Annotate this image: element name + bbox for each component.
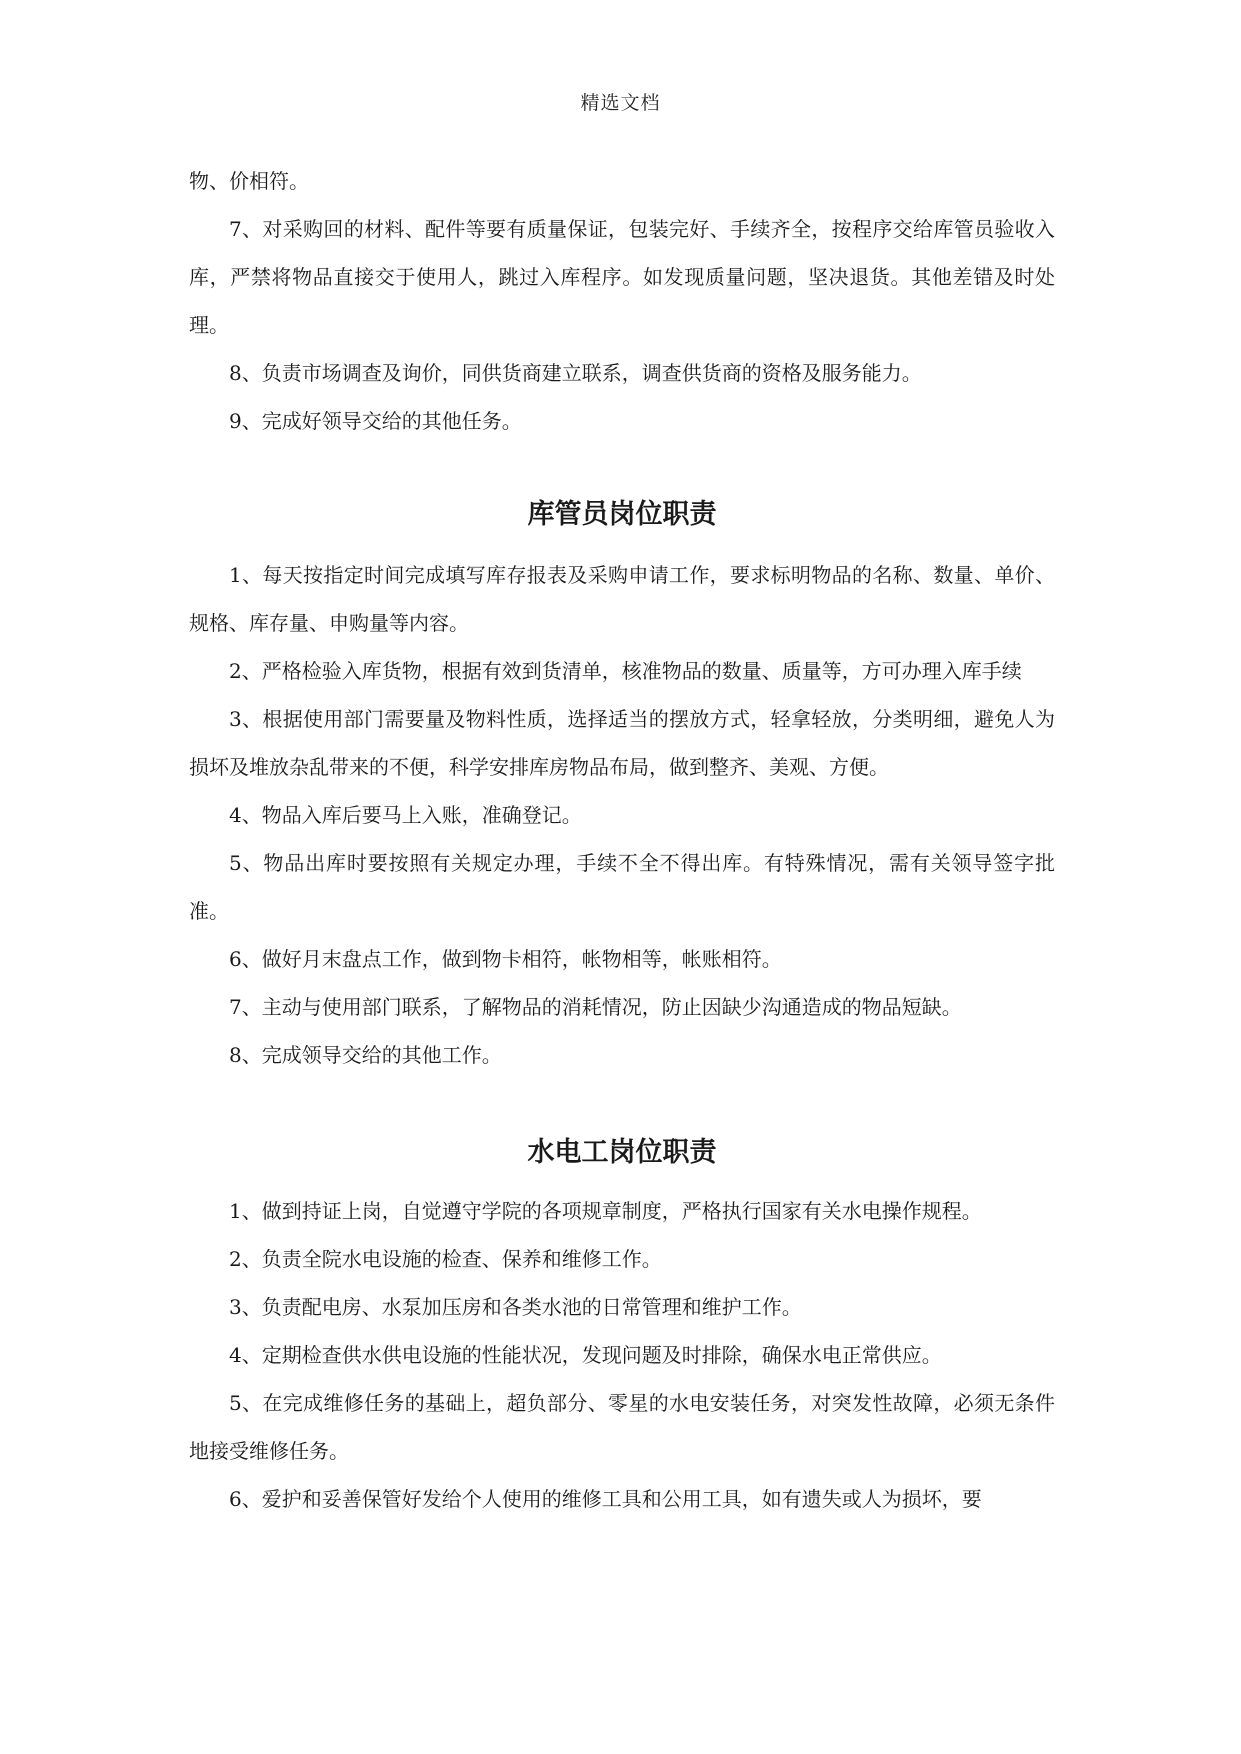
intro-section [189,157,1055,445]
paragraph: 6、做好月末盘点工作，做到物卡相符，帐物相等，帐账相符。 [229,947,782,971]
paragraph: 4、定期检查供水供电设施的性能状况，发现问题及时排除，确保水电正常供应。 [229,1343,942,1367]
paragraph: 1、每天按指定时间完成填写库存报表及采购申请工作，要求标明物品的名称、数量、单价、规格、库存量、申购量等内容。 [189,563,1055,635]
paragraph: 3、根据使用部门需要量及物料性质，选择适当的摆放方式，轻拿轻放，分类明细，避免人为损坏及堆放杂乱带来的不便，科学安排库房物品布局，做到整齐、美观、方便。 [189,707,1055,779]
paragraph: 2、负责全院水电设施的检查、保养和维修工作。 [229,1247,662,1271]
section-title: 库管员岗位职责 [527,499,717,530]
paragraph: 5、在完成维修任务的基础上，超负部分、零星的水电安装任务，对突发性故障，必须无条件地接受维修任务。 [189,1391,1055,1463]
section-title: 水电工岗位职责 [527,1137,717,1168]
page-header: 精选文档 [580,92,661,114]
paragraph: 7、主动与使用部门联系，了解物品的消耗情况，防止因缺少沟通造成的物品短缺。 [229,995,962,1019]
paragraph: 物、价相符。 [189,169,309,193]
paragraph: 5、物品出库时要按照有关规定办理，手续不全不得出库。有特殊情况，需有关领导签字批准。 [189,851,1055,923]
paragraph: 1、做到持证上岗，自觉遵守学院的各项规章制度，严格执行国家有关水电操作规程。 [229,1199,982,1223]
document-body [189,157,1055,1523]
paragraph: 9、完成好领导交给的其他任务。 [229,409,522,433]
paragraph: 2、严格检验入库货物，根据有效到货清单，核准物品的数量、质量等，方可办理入库手续 [229,659,1022,683]
paragraph: 4、物品入库后要马上入账，准确登记。 [229,803,582,827]
paragraph: 8、负责市场调查及询价，同供货商建立联系，调查供货商的资格及服务能力。 [229,361,922,385]
paragraph: 8、完成领导交给的其他工作。 [229,1043,502,1067]
paragraph: 3、负责配电房、水泵加压房和各类水池的日常管理和维护工作。 [229,1295,802,1319]
paragraph: 6、爱护和妥善保管好发给个人使用的维修工具和公用工具，如有遗失或人为损坏，要 [229,1487,982,1511]
paragraph: 7、对采购回的材料、配件等要有质量保证，包装完好、手续齐全，按程序交给库管员验收入库，严禁将物品直接交于使用人，跳过入库程序。如发现质量问题，坚决退货。其他差错及时处理。 [189,217,1055,337]
warehouse-section [189,491,1055,1079]
electrician-section [189,1129,1055,1523]
